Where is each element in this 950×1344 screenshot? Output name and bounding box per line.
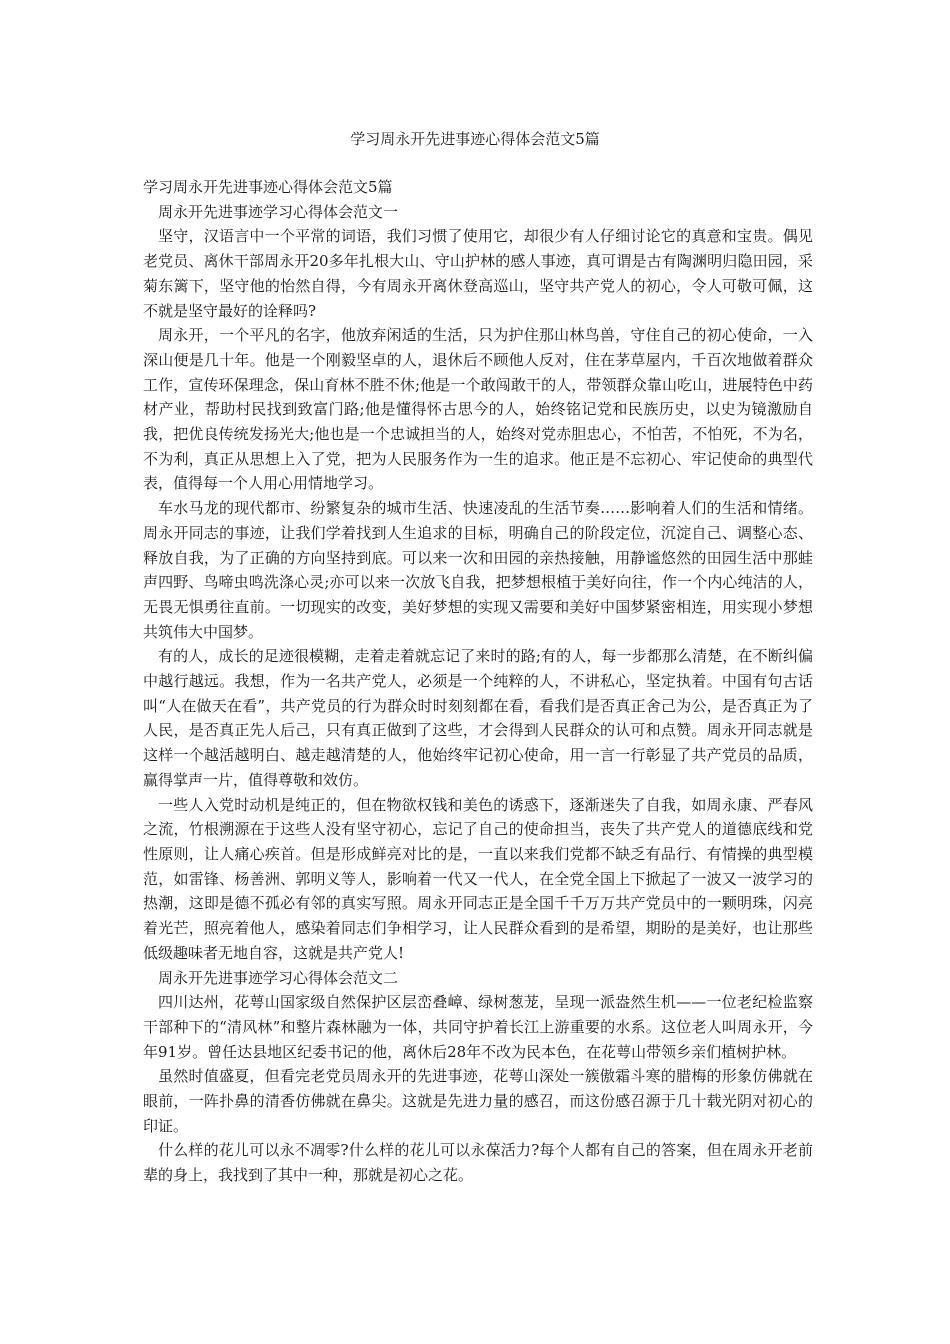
paragraph: 周永开，一个平凡的名字，他放弃闲适的生活，只为护住那山林鸟兽，守住自己的初心使命，一入深山便是几十年。他是一个刚毅坚卓的人，退休后不顾他人反对，住在茅草屋内，千百次地做着群众工作，宣传环保理念，保山育林不胜不休;他是一个敢闯敢干的人，带领群众靠山吃山，进展特色中药材产业，帮助村民找到致富门路;他是懂得怀古思今的人，始终铭记党和民族历史，以史为镜激励自我，把优良传统发扬光大;他也是一个忠诚担当的人，始终对党赤胆忠心，不怕苦，不怕死，不为名，不为利，真正从思想上入了党，把为人民服务作为一生的追求。他正是不忘初心、牢记使命的典型代表，值得每一个人用心用情地学习。: [143, 326, 813, 493]
paragraph: 一些人入党时动机是纯正的，但在物欲权钱和美色的诱惑下，逐渐迷失了自我，如周永康、严春风之流，竹根溯源在于这些人没有坚守初心，忘记了自己的使命担当，丧失了共产党人的道德底线和党性原则，让人痛心疾首。但是形成鲜亮对比的是，一直以来我们党都不缺乏有品行、有情操的典型模范，如雷锋、杨善洲、郭明义等人，影响着一代又一代人，在全党全国上下掀起了一波又一波学习的热潮，这即是德不孤必有邻的真实写照。周永开同志正是全国千千万万共产党员中的一颗明珠，闪亮着光芒，照亮着他人，感染着同志们争相学习，让人民群众看到的是希望，期盼的是美好，也让那些低级趣味者无地自容，这就是共产党人!: [143, 795, 813, 962]
paragraph: 虽然时值盛夏，但看完老党员周永开的先进事迹，花萼山深处一簇傲霜斗寒的腊梅的形象仿佛就在眼前，一阵扑鼻的清香仿佛就在鼻尖。这就是先进力量的感召，而这份感召源于几十载光阴对初心的印证。: [143, 1067, 813, 1135]
paragraph: 车水马龙的现代都市、纷繁复杂的城市生活、快速凌乱的生活节奏……影响着人们的生活和情绪。周永开同志的事迹，让我们学着找到人生追求的目标，明确自己的阶段定位，沉淀自己、调整心态、释放自我，为了正确的方向坚持到底。可以来一次和田园的亲热接触，用静谧悠然的田园生活中那蛙声四野、鸟啼虫鸣洗涤心灵;亦可以来一次放飞自我，把梦想根植于美好向往，作一个内心纯洁的人，无畏无惧勇往直前。一切现实的改变，美好梦想的实现又需要和美好中国梦紧密相连，用实现小梦想共筑伟大中国梦。: [143, 499, 813, 641]
paragraph: 坚守，汉语言中一个平常的词语，我们习惯了使用它，却很少有人仔细讨论它的真意和宝贵。偶见老党员、离休干部周永开20多年扎根大山、守山护林的感人事迹，真可谓是古有陶渊明归隐田园，采菊东篱下，坚守他的怡然自得，今有周永开离休登高巡山，坚守共产党人的初心，令人可敬可佩，这不就是坚守最好的诠释吗?: [143, 227, 813, 320]
section-title-2: 周永开先进事迹学习心得体会范文二: [158, 968, 399, 987]
paragraph: 什么样的花儿可以永不凋零?什么样的花儿可以永葆活力?每个人都有自己的答案，但在周永开老前辈的身上，我找到了其中一种，那就是初心之花。: [143, 1141, 813, 1185]
section-title-1: 周永开先进事迹学习心得体会范文一: [158, 202, 399, 221]
document-body: [143, 175, 813, 1188]
paragraph: 有的人，成长的足迹很模糊，走着走着就忘记了来时的路;有的人，每一步都那么清楚，在不断纠偏中越行越远。我想，作为一名共产党人，必须是一个纯粹的人，不讲私心，坚定执着。中国有句古话叫“人在做天在看”，共产党员的行为群众时时刻刻都在看，看我们是否真正舍己为公，是否真正为了人民，是否真正先人后己，只有真正做到了这些，才会得到人民群众的认可和点赞。周永开同志就是这样一个越活越明白、越走越清楚的人，他始终牢记初心使命，用一言一行彰显了共产党员的品质，赢得掌声一片，值得尊敬和效仿。: [143, 647, 813, 789]
document-title: 学习周永开先进事迹心得体会范文5篇: [350, 130, 600, 148]
document-heading: 学习周永开先进事迹心得体会范文5篇: [143, 178, 393, 196]
paragraph: 四川达州，花萼山国家级自然保护区层峦叠嶂、绿树葱茏，呈现一派盎然生机——一位老纪检监察干部种下的“清风林”和整片森林融为一体，共同守护着长江上游重要的水系。这位老人叫周永开，今年91岁。曾任达县地区纪委书记的他，离休后28年不改为民本色，在花萼山带领乡亲们植树护林。: [143, 993, 813, 1061]
